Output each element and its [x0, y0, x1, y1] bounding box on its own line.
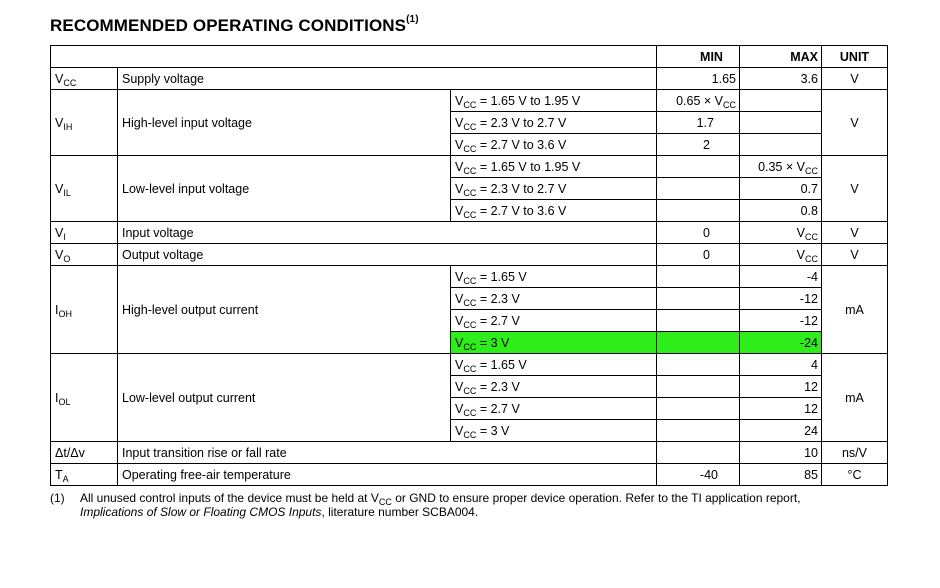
param-input-voltage: Input voltage [118, 222, 657, 244]
condition: $V_{CC} = 1.65$ V to 1.95 V [451, 90, 657, 112]
max-value: 0.7 [740, 178, 822, 200]
max-value: 12 [740, 376, 822, 398]
table-row [51, 442, 888, 464]
min-value [657, 156, 740, 178]
condition: $V_{CC} = 2.7$ V [451, 398, 657, 420]
param-high-level-output-current: High-level output current [118, 266, 451, 354]
min-value [657, 178, 740, 200]
unit-value: V [822, 244, 888, 266]
max-value: $V_{CC}$ [740, 222, 822, 244]
min-value [657, 420, 740, 442]
condition: $V_{CC} = 2.7$ V to 3.6 V [451, 200, 657, 222]
table-row [51, 354, 888, 376]
unit-value: mA [822, 354, 888, 442]
param-operating-temperature: Operating free-air temperature [118, 464, 657, 486]
unit-value: V [822, 222, 888, 244]
min-value [657, 266, 740, 288]
min-value: 0 [657, 244, 740, 266]
max-value: 10 [740, 442, 822, 464]
condition: $V_{CC} = 2.7$ V [451, 310, 657, 332]
unit-value: °C [822, 464, 888, 486]
unit-value: V [822, 68, 888, 90]
condition: $V_{CC} = 1.65$ V [451, 354, 657, 376]
header-min: MIN [657, 46, 740, 68]
condition: $V_{CC} = 1.65$ V to 1.95 V [451, 156, 657, 178]
max-value: 4 [740, 354, 822, 376]
table-row [51, 90, 888, 112]
footnote [50, 491, 895, 519]
table-row [51, 68, 888, 90]
max-value [740, 90, 822, 112]
table-row [51, 244, 888, 266]
max-value [740, 112, 822, 134]
param-low-level-input-voltage: Low-level input voltage [118, 156, 451, 222]
header-max: MAX [740, 46, 822, 68]
min-value: 1.7 [657, 112, 740, 134]
max-value: 85 [740, 464, 822, 486]
symbol-vil: $V_{IL}$ [51, 156, 118, 222]
symbol-vih: $V_{IH}$ [51, 90, 118, 156]
min-value [657, 200, 740, 222]
condition: $V_{CC} = 2.3$ V [451, 376, 657, 398]
unit-value: V [822, 156, 888, 222]
symbol-vo: $V_O$ [51, 244, 118, 266]
max-value: 0.8 [740, 200, 822, 222]
max-value: -4 [740, 266, 822, 288]
max-value: -12 [740, 288, 822, 310]
param-output-voltage: Output voltage [118, 244, 657, 266]
footnote-mark: (1) [50, 491, 65, 505]
header-unit: UNIT [822, 46, 888, 68]
param-low-level-output-current: Low-level output current [118, 354, 451, 442]
symbol-ta: $T_A$ [51, 464, 118, 486]
min-value: 0 [657, 222, 740, 244]
max-value [740, 134, 822, 156]
table-row [51, 266, 888, 288]
max-value: $0.35 \times V_{CC}$ [740, 156, 822, 178]
symbol-vi: $V_I$ [51, 222, 118, 244]
condition: $V_{CC} = 1.65$ V [451, 266, 657, 288]
unit-value: V [822, 90, 888, 156]
footnote-italic-title: Implications of Slow or Floating CMOS Inputs [80, 505, 322, 519]
footnote-text: All unused control inputs of the device must be held at $V_{CC}$ or GND to ensure proper device operation. Refer to the TI application report, Implications of Slow or Floating CMOS Inputs, literature number SCBA004. [80, 491, 801, 519]
param-input-transition-rate: Input transition rise or fall rate [118, 442, 657, 464]
table-row [51, 464, 888, 486]
unit-value: mA [822, 266, 888, 354]
min-value [657, 288, 740, 310]
condition: $V_{CC} = 2.7$ V to 3.6 V [451, 134, 657, 156]
symbol-iol: $I_{OL}$ [51, 354, 118, 442]
condition: $V_{CC} = 3$ V [451, 332, 657, 354]
param-high-level-input-voltage: High-level input voltage [118, 90, 451, 156]
max-value: -12 [740, 310, 822, 332]
footnote-ref: (1) [406, 14, 419, 26]
max-value: 24 [740, 420, 822, 442]
min-value: $0.65 \times V_{CC}$ [657, 90, 740, 112]
max-value: $V_{CC}$ [740, 244, 822, 266]
min-value [657, 332, 740, 354]
table-header-row [51, 46, 888, 68]
symbol-ioh: $I_{OH}$ [51, 266, 118, 354]
max-value: -24 [740, 332, 822, 354]
condition: $V_{CC} = 3$ V [451, 420, 657, 442]
min-value [657, 442, 740, 464]
table-row [51, 222, 888, 244]
param-supply-voltage: Supply voltage [118, 68, 657, 90]
table-row [51, 156, 888, 178]
max-value: 3.6 [740, 68, 822, 90]
min-value: 1.65 [657, 68, 740, 90]
condition: $V_{CC} = 2.3$ V to 2.7 V [451, 178, 657, 200]
min-value: 2 [657, 134, 740, 156]
max-value: 12 [740, 398, 822, 420]
condition: $V_{CC} = 2.3$ V [451, 288, 657, 310]
min-value [657, 354, 740, 376]
operating-conditions-table [50, 45, 888, 486]
min-value: -40 [657, 464, 740, 486]
condition: $V_{CC} = 2.3$ V to 2.7 V [451, 112, 657, 134]
unit-value: ns/V [822, 442, 888, 464]
symbol-dtdv: Δt/Δv [51, 442, 118, 464]
section-title: RECOMMENDED OPERATING CONDITIONS$^{(1)}$ [50, 14, 419, 35]
symbol-vcc: $V_{CC}$ [51, 68, 118, 90]
min-value [657, 398, 740, 420]
min-value [657, 310, 740, 332]
min-value [657, 376, 740, 398]
